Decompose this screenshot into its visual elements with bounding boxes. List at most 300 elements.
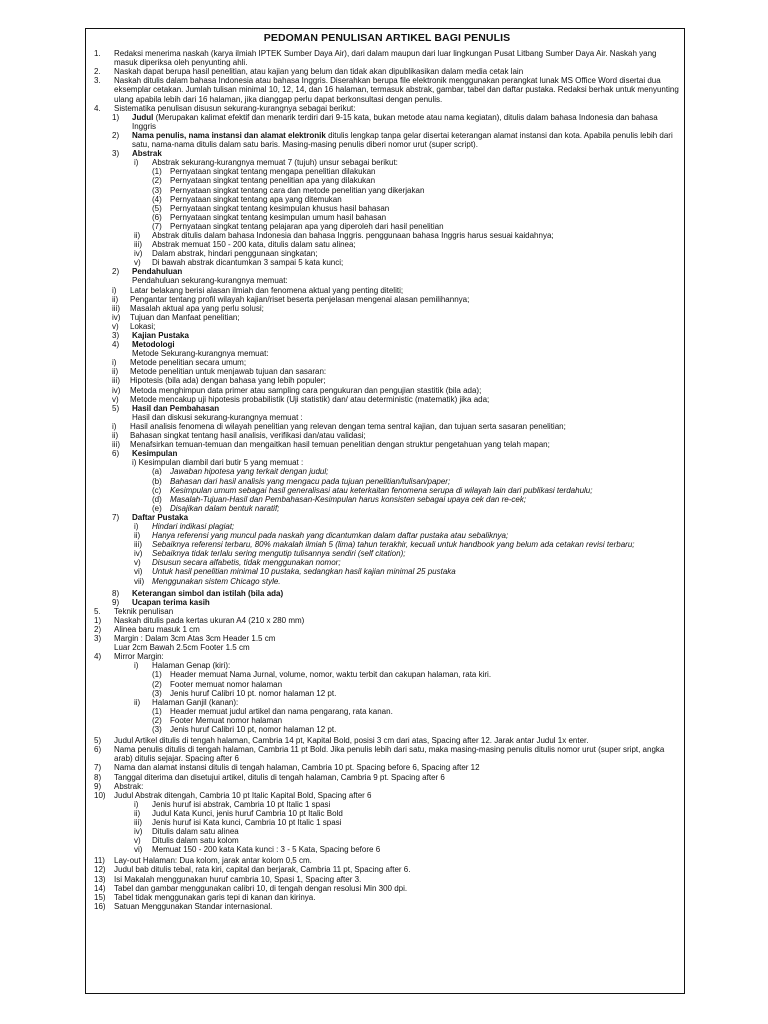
item-body: Pengantar tentang profil wilayah kajian/riset beserta penjelasan mengenai alasan pemilihannya; <box>130 294 470 304</box>
list-item <box>92 884 682 893</box>
item-number: v) <box>112 394 119 404</box>
item-number: iii) <box>112 440 120 450</box>
item-body: Naskah ditulis dalam bahasa Indonesia atau bahasa Inggris. Diserahkan berupa file elektronik menggunakan perangkat lunak MS Office Word disertai dua eksemplar cetakan. Jumlah tulisan minimal 10, 12, 14, dan 16 halaman, termasuk abstrak, gambar, tabel dan daftar pustaka. Redaksi berhak untuk menyunting ulang apabila lebih dari 16 halaman, jika dianggap perlu dapat berkonsultasi dengan penulis. <box>114 76 679 104</box>
item-body: Judul Abstrak ditengah, Cambria 10 pt Italic Kapital Bold, Spacing after 6 <box>114 790 372 800</box>
item-text <box>170 725 682 734</box>
item-body: Hipotesis (bila ada) dengan bahasa yang lebih populer; <box>130 376 326 386</box>
item-number: 5) <box>94 736 102 746</box>
list-item <box>92 680 682 689</box>
item-text <box>152 558 682 567</box>
item-body: Ditulis dalam satu alinea <box>152 827 239 837</box>
item-number: (3) <box>152 688 162 698</box>
item-text <box>114 67 682 76</box>
item-text <box>170 680 682 689</box>
list-item <box>92 440 682 449</box>
item-text <box>130 376 682 385</box>
item-number: iii) <box>112 303 120 313</box>
item-number: ii) <box>112 294 119 304</box>
list-item <box>92 358 682 367</box>
item-text <box>132 276 682 285</box>
item-body: Kesimpulan umum sebagai hasil generalisasi atau keterkaitan fenomena serupa di wilayah lain dari publikasi terdahulu; <box>170 485 593 495</box>
item-number: 14) <box>94 883 106 893</box>
item-text <box>170 186 682 195</box>
item-body: Sistematika penulisan disusun sekurang-kurangnya sebagai berikut: <box>114 103 356 113</box>
item-text <box>132 331 682 340</box>
list-item <box>92 104 682 113</box>
item-body: ditulis lengkap tanpa gelar disertai keterangan alamat instansi dan kota. Apabila penulis lebih dari satu, nama-nama ditulis dalam satu baris. Masing-masing penulis diberi nomor urut (super script). <box>132 130 673 150</box>
item-text <box>170 504 682 513</box>
item-number: iv) <box>112 385 121 395</box>
item-number: 9) <box>112 597 120 607</box>
item-heading: Abstrak <box>132 149 162 159</box>
item-body: Satuan Menggunakan Standar internasional. <box>114 901 273 911</box>
item-body: Disusun secara alfabetis, tidak menggunakan nomor; <box>152 558 341 568</box>
item-body: Jenis huruf isi abstrak, Cambria 10 pt Italic 1 spasi <box>152 799 331 809</box>
item-body: Ditulis dalam satu kolom <box>152 836 239 846</box>
item-text <box>130 395 682 404</box>
item-heading: Keterangan simbol dan istilah (bila ada) <box>132 588 284 598</box>
list-item <box>92 736 682 745</box>
item-number: v) <box>134 836 141 846</box>
item-number: (6) <box>152 212 162 222</box>
list-item <box>92 486 682 495</box>
item-text <box>114 634 682 643</box>
item-body: Metoda menghimpun data primer atau sampling cara pengukuran dan pengujian stastitik (bila ada); <box>130 385 482 395</box>
item-number: iv) <box>134 249 143 259</box>
item-number: 3) <box>112 149 120 159</box>
item-number: iii) <box>134 240 142 250</box>
item-text <box>152 661 682 670</box>
list-item <box>92 513 682 522</box>
item-text <box>114 643 682 652</box>
list-item <box>92 773 682 782</box>
item-body: Hasil dan diskusi sekurang-kurangnya memuat : <box>132 412 303 422</box>
item-text <box>114 865 682 874</box>
item-body: Naskah ditulis pada kertas ukuran A4 (210 x 280 mm) <box>114 615 305 625</box>
item-text <box>170 486 682 495</box>
list-item <box>92 725 682 734</box>
item-text <box>130 313 682 322</box>
item-text <box>170 167 682 176</box>
item-text <box>152 158 682 167</box>
item-text <box>170 195 682 204</box>
list-item <box>92 707 682 716</box>
item-text <box>152 249 682 258</box>
item-text <box>170 670 682 679</box>
item-body: Disajikan dalam bentuk naratif; <box>170 503 280 513</box>
item-body: Abstrak ditulis dalam bahasa Indonesia dan bahasa Inggris. penggunaan bahasa Inggris harus sesuai kaidahnya; <box>152 230 554 240</box>
item-body: Tabel tidak menggunakan garis tepi di kanan dan kirinya. <box>114 892 316 902</box>
item-text <box>130 322 682 331</box>
list-item <box>92 549 682 558</box>
item-body: Naskah dapat berupa hasil penelitian, atau kajian yang belum dan tidak akan dipublikasikan dalam media cetak lain <box>114 67 524 77</box>
list-item <box>92 643 682 652</box>
item-heading: Pendahuluan <box>132 267 183 277</box>
item-body: Bahasan dari hasil analisis yang mengacu pada tujuan penelitian/tulisan/paper; <box>170 476 451 486</box>
item-heading: Ucapan terima kasih <box>132 597 210 607</box>
guideline-list <box>92 49 682 911</box>
list-item <box>92 67 682 76</box>
item-body: Jenis huruf Calibri 10 pt, nomor halaman 12 pt. <box>170 725 337 735</box>
item-body: Tujuan dan Manfaat penelitian; <box>130 312 240 322</box>
item-body: Judul bab ditulis tebal, rata kiri, capital dan berjarak, Cambria 11 pt, Spacing after 6. <box>114 865 411 875</box>
list-item <box>92 670 682 679</box>
list-item <box>92 567 682 576</box>
item-text <box>130 286 682 295</box>
item-text <box>132 449 682 458</box>
item-number: 15) <box>94 892 106 902</box>
item-number: 3. <box>94 76 101 86</box>
item-number: (1) <box>152 670 162 680</box>
list-item <box>92 836 682 845</box>
item-body: Footer memuat nomor halaman <box>170 679 283 689</box>
item-body: Bahasan singkat tentang hasil analisis, verifikasi dan/atau validasi; <box>130 431 366 441</box>
list-item <box>92 745 682 763</box>
list-item <box>92 76 682 103</box>
item-number: v) <box>134 558 141 568</box>
item-body: Lokasi; <box>130 321 156 331</box>
list-item <box>92 865 682 874</box>
item-number: (4) <box>152 194 162 204</box>
item-number: iv) <box>112 312 121 322</box>
item-text <box>170 716 682 725</box>
item-text <box>170 477 682 486</box>
list-item <box>92 522 682 531</box>
item-body: Abstrak sekurang-kurangnya memuat 7 (tujuh) unsur sebagai berikut: <box>152 158 398 168</box>
item-number: ii) <box>134 697 141 707</box>
item-body: Alinea baru masuk 1 cm <box>114 625 200 634</box>
item-number: 3) <box>94 634 102 644</box>
list-item <box>92 349 682 358</box>
item-text <box>114 875 682 884</box>
item-text <box>114 104 682 113</box>
item-text <box>132 267 682 276</box>
item-body: Lay-out Halaman: Dua kolom, jarak antar kolom 0,5 cm. <box>114 856 312 866</box>
item-text <box>132 131 682 149</box>
item-text <box>114 856 682 865</box>
item-number: 11) <box>94 856 105 866</box>
item-text <box>114 652 682 661</box>
item-body: Menggunakan sistem Chicago style. <box>152 576 281 586</box>
item-number: i) <box>112 358 117 368</box>
list-item <box>92 763 682 772</box>
item-text <box>130 295 682 304</box>
list-item <box>92 331 682 340</box>
list-item <box>92 258 682 267</box>
list-item <box>92 875 682 884</box>
item-body: Tabel dan gambar menggunakan calibri 10, di tengah dengan resolusi Min 300 dpi. <box>114 883 408 893</box>
item-body: Nama penulis ditulis di tengah halaman, Cambria 11 pt Bold. Jika penulis lebih dari satu, maka masing-masing penulis ditulis nomor urut (super sript, angka arab) ditulis sejajar. Spacing after 6 <box>114 745 665 764</box>
item-body: Jenis huruf Calibri 10 pt. nomor halaman 12 pt. <box>170 688 337 698</box>
item-body: Isi Makalah menggunakan huruf cambria 10, Spasi 1, Spacing after 3. <box>114 874 362 884</box>
item-body: Hanya referensi yang muncul pada naskah yang dicantumkan dalam daftar pustaka atau sebaliknya; <box>152 531 509 541</box>
item-number: 1) <box>94 615 102 625</box>
list-item <box>92 625 682 634</box>
item-text <box>114 791 682 800</box>
item-number: 5. <box>94 606 101 616</box>
item-number: ii) <box>112 431 119 441</box>
item-number: v) <box>112 321 119 331</box>
list-item <box>92 113 682 131</box>
item-number: (2) <box>152 679 162 689</box>
item-text <box>152 698 682 707</box>
list-item <box>92 634 682 643</box>
item-text <box>130 386 682 395</box>
item-text <box>114 763 682 772</box>
item-number: 2. <box>94 67 101 77</box>
item-body: (Merupakan kalimat efektif dan menarik terdiri dari 9-15 kata, bukan metode atau nama kegiatan), ditulis dalam bahasa Indonesia dan bahasa Inggris <box>132 112 658 131</box>
item-body: Pernyataan singkat tentang kesimpulan umum hasil bahasan <box>170 212 387 222</box>
item-text <box>130 422 682 431</box>
item-text <box>152 522 682 531</box>
list-item <box>92 716 682 725</box>
item-body: Hasil analisis fenomena di wilayah penelitian yang relevan dengan tema sentral kajian, dan tujuan serta sasaran penelitian; <box>130 421 566 431</box>
list-item <box>92 791 682 800</box>
item-number: iv) <box>134 549 143 559</box>
item-text <box>130 440 682 449</box>
item-text <box>130 358 682 367</box>
list-item <box>92 231 682 240</box>
item-text <box>170 204 682 213</box>
item-body: Sebaiknya tidak terlalu sering mengutip tulisannya sendiri (self citation); <box>152 549 406 559</box>
item-body: Abstrak memuat 150 - 200 kata, ditulis dalam satu alinea; <box>152 240 356 250</box>
list-item <box>92 176 682 185</box>
list-item <box>92 367 682 376</box>
item-number: 4) <box>94 652 102 662</box>
item-heading: Kesimpulan <box>132 449 178 459</box>
list-item <box>92 267 682 276</box>
item-number: 16) <box>94 901 106 911</box>
item-body: Pernyataan singkat tentang mengapa penelitian dilakukan <box>170 167 376 177</box>
item-body: Sebaiknya referensi terbaru, 80% makalah ilmiah 5 (lima) tahun terakhir, kecuali untuk handbook yang belum ada cetakan revisi terbaru; <box>152 540 635 550</box>
list-item <box>92 186 682 195</box>
item-text <box>152 827 682 836</box>
list-item <box>92 661 682 670</box>
item-body: Jawaban hipotesa yang terkait dengan judul; <box>170 467 329 477</box>
item-number: 4. <box>94 103 101 113</box>
list-item <box>92 313 682 322</box>
item-text <box>114 893 682 902</box>
item-number: 7) <box>112 512 120 522</box>
item-number: i) <box>134 799 139 809</box>
item-body: Judul Kata Kunci, jenis huruf Cambria 10 pt Italic Bold <box>152 808 343 818</box>
list-item <box>92 395 682 404</box>
item-body: Margin : Dalam 3cm Atas 3cm Header 1.5 cm <box>114 634 276 644</box>
list-item <box>92 167 682 176</box>
list-item <box>92 558 682 567</box>
item-number: iii) <box>134 817 142 827</box>
item-body: Metode mencakup uji hipotesis probabilistik (Uji statistik) dan/ atau deterministic (matematik) jika ada; <box>130 394 490 404</box>
item-text <box>170 707 682 716</box>
item-text <box>114 607 682 616</box>
document-frame <box>85 28 685 994</box>
list-item <box>92 322 682 331</box>
item-number: ii) <box>112 367 119 377</box>
list-item <box>92 204 682 213</box>
item-number: 13) <box>94 874 106 884</box>
item-body: Judul Artikel ditulis di tengah halaman, Cambria 14 pt, Kapital Bold, posisi 3 cm dari atas, Spacing after 12. Jarak antar Judul 1x enter. <box>114 736 589 746</box>
item-text <box>114 773 682 782</box>
item-number: 6) <box>112 449 120 459</box>
list-item <box>92 413 682 422</box>
list-item <box>92 477 682 486</box>
item-text <box>170 213 682 222</box>
item-text <box>132 340 682 349</box>
item-number: (b) <box>152 476 162 486</box>
item-body: Pernyataan singkat tentang apa yang ditemukan <box>170 194 342 204</box>
item-text <box>152 549 682 558</box>
list-item <box>92 240 682 249</box>
list-item <box>92 404 682 413</box>
item-text <box>170 467 682 476</box>
item-number: 5) <box>112 403 120 413</box>
item-number: i) <box>112 285 117 295</box>
item-heading: Judul <box>132 112 154 122</box>
item-number: ii) <box>134 531 141 541</box>
item-number: (a) <box>152 467 162 477</box>
list-item <box>92 340 682 349</box>
item-number: iii) <box>134 540 142 550</box>
item-number: 1. <box>94 49 101 59</box>
list-item <box>92 782 682 791</box>
list-item <box>92 652 682 661</box>
item-body: Mirror Margin: <box>114 652 164 662</box>
item-text <box>114 745 682 763</box>
item-number: vi) <box>134 567 143 577</box>
list-item <box>92 158 682 167</box>
item-text <box>170 176 682 185</box>
item-body: Luar 2cm Bawah 2.5cm Footer 1.5 cm <box>114 643 250 653</box>
item-number: (2) <box>152 715 162 725</box>
item-text <box>114 884 682 893</box>
list-item <box>92 800 682 809</box>
list-item <box>92 698 682 707</box>
list-item <box>92 422 682 431</box>
list-item <box>92 131 682 149</box>
list-item <box>92 295 682 304</box>
item-number: 7) <box>94 763 102 773</box>
item-body: Halaman Genap (kiri): <box>152 661 231 671</box>
item-number: i) <box>112 421 117 431</box>
list-item <box>92 222 682 231</box>
item-body: Metode penelitian untuk menjawab tujuan dan sasaran: <box>130 367 327 377</box>
item-text <box>152 800 682 809</box>
list-item <box>92 607 682 616</box>
list-item <box>92 376 682 385</box>
item-body: Pendahuluan sekurang-kurangnya memuat: <box>132 276 288 286</box>
item-body: Abstrak: <box>114 781 144 791</box>
item-number: iii) <box>112 376 120 386</box>
item-text <box>132 349 682 358</box>
item-number: vii) <box>134 576 145 586</box>
item-heading: Daftar Pustaka <box>132 512 189 522</box>
item-number: (1) <box>152 706 162 716</box>
item-number: i) <box>134 158 139 168</box>
item-text <box>132 458 682 467</box>
list-item <box>92 149 682 158</box>
item-text <box>152 809 682 818</box>
item-text <box>152 577 682 586</box>
list-item <box>92 195 682 204</box>
item-heading: Kajian Pustaka <box>132 331 189 340</box>
item-number: iv) <box>134 827 143 837</box>
item-body: i) Kesimpulan diambil dari butir 5 yang memuat : <box>132 458 304 468</box>
list-item <box>92 504 682 513</box>
item-number: 8) <box>112 588 120 598</box>
item-body: Di bawah abstrak dicantumkan 3 sampai 5 kata kunci; <box>152 258 344 268</box>
item-heading: Nama penulis, nama instansi dan alamat elektronik <box>132 130 326 140</box>
item-number: 1) <box>112 112 120 122</box>
item-body: Untuk hasil penelitian minimal 10 pustaka, sedangkan hasil kajian minimal 25 pustaka <box>152 567 456 577</box>
item-body: Pernyataan singkat tentang pelajaran apa yang diperoleh dari hasil penelitian <box>170 221 444 231</box>
item-text <box>130 367 682 376</box>
item-number: 2) <box>112 267 120 277</box>
list-item <box>92 856 682 865</box>
item-text <box>132 149 682 158</box>
list-item <box>92 827 682 836</box>
item-number: 2) <box>94 625 102 634</box>
item-number: 12) <box>94 865 106 875</box>
item-body: Nama dan alamat instansi ditulis di tengah halaman, Cambria 10 pt. Spacing before 6, Spacing after 12 <box>114 763 480 773</box>
item-body: Pernyataan singkat tentang kesimpulan khusus hasil bahasan <box>170 203 390 213</box>
item-number: (1) <box>152 167 162 177</box>
document-content <box>92 29 682 911</box>
item-body: Jenis huruf isi Kata kunci, Cambria 10 pt Italic 1 spasi <box>152 817 342 827</box>
list-item <box>92 577 682 586</box>
item-number: v) <box>134 258 141 268</box>
item-text <box>114 625 682 634</box>
item-number: 9) <box>94 781 102 791</box>
item-number: (5) <box>152 203 162 213</box>
item-body: Latar belakang berisi alasan ilmiah dan fenomena aktual yang penting diteliti; <box>130 285 404 295</box>
item-body: Hindari indikasi plagiat; <box>152 521 235 531</box>
item-number: 2) <box>112 130 120 140</box>
item-text <box>114 76 682 103</box>
item-heading: Metodologi <box>132 340 175 350</box>
item-text <box>132 589 682 598</box>
item-text <box>170 495 682 504</box>
list-item <box>92 598 682 607</box>
item-heading: Hasil dan Pembahasan <box>132 403 220 413</box>
item-body: Masalah-Tujuan-Hasil dan Pembahasan-Kesimpulan harus konsisten sebagai upaya cek dan re-cek; <box>170 494 527 504</box>
list-item <box>92 809 682 818</box>
item-text <box>152 531 682 540</box>
list-item <box>92 540 682 549</box>
item-number: ii) <box>134 808 141 818</box>
item-text <box>132 513 682 522</box>
list-item <box>92 286 682 295</box>
item-body: Menafsirkan temuan-temuan dan mengaitkan hasil temuan penelitian dengan struktur pengetahuan yang telah mapan; <box>130 440 550 450</box>
list-item <box>92 689 682 698</box>
item-number: 6) <box>94 745 102 755</box>
list-item <box>92 902 682 911</box>
list-item <box>92 589 682 598</box>
item-body: Header memuat judul artikel dan nama pengarang, rata kanan. <box>170 706 393 716</box>
list-item <box>92 616 682 625</box>
item-body: Footer Memuat nomor halaman <box>170 715 283 725</box>
list-item <box>92 893 682 902</box>
item-body: Metode Sekurang-kurangnya memuat: <box>132 349 269 359</box>
list-item <box>92 449 682 458</box>
item-number: (2) <box>152 176 162 186</box>
item-text <box>152 567 682 576</box>
list-item <box>92 531 682 540</box>
list-item <box>92 495 682 504</box>
item-body: Header memuat Nama Jurnal, volume, nomor, waktu terbit dan cakupan halaman, rata kiri. <box>170 670 492 680</box>
item-number: i) <box>134 661 139 671</box>
item-number: i) <box>134 521 139 531</box>
item-text <box>132 413 682 422</box>
